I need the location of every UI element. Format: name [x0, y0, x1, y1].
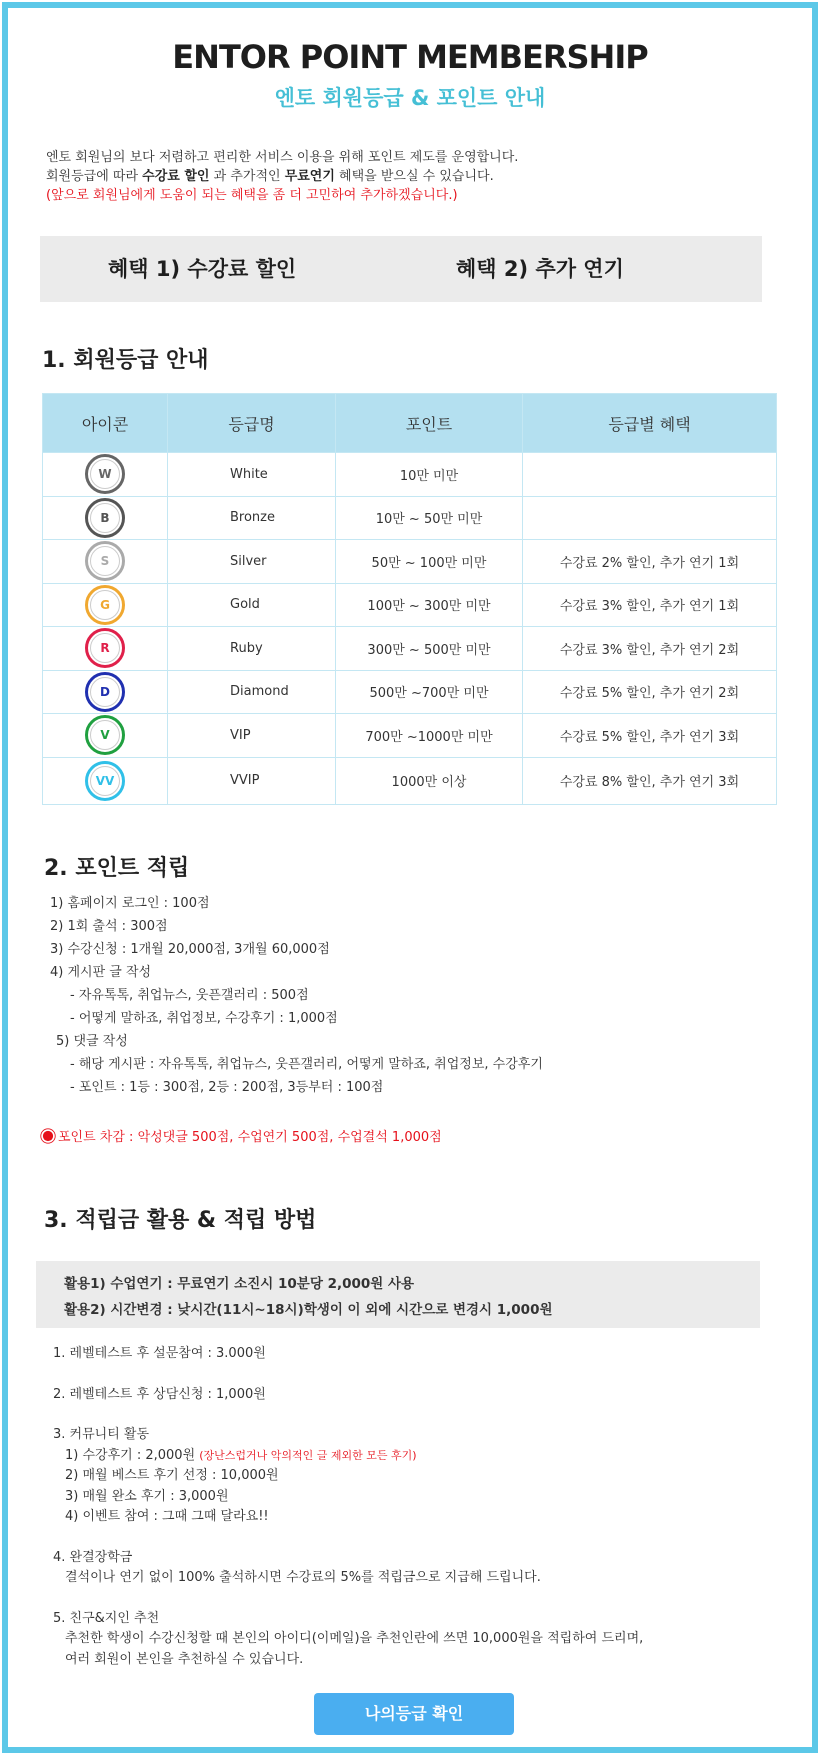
grade-badge-letter: B [100, 510, 110, 525]
grade-benefit [523, 453, 777, 497]
benefit-2: 혜택 2) 추가 연기 [456, 257, 624, 281]
intro-text: 과 추가적인 [209, 169, 285, 184]
grade-icon-cell [43, 670, 168, 714]
usage-2: 활용2) 시간변경 : 낮시간(11시~18시)학생이 이 외에 시간으로 변경시 1,000원 [64, 1302, 553, 1318]
grade-badge-letter: R [100, 641, 110, 656]
list-item: 5) 댓글 작성 [56, 1034, 128, 1049]
column-header-icon: 아이콘 [43, 394, 168, 453]
grade-benefit: 수강료 5% 할인, 추가 연기 3회 [523, 714, 777, 758]
grade-name: Bronze [168, 496, 336, 540]
intro-line-3: (앞으로 회원님에게 도움이 되는 혜택을 좀 더 고민하여 추가하겠습니다.) [46, 188, 458, 203]
grade-icon-cell [43, 496, 168, 540]
grade-icon-cell [43, 627, 168, 671]
list-item: 여러 회원이 본인을 추천하실 수 있습니다. [65, 1651, 304, 1667]
intro-emphasis-discount: 수강료 할인 [142, 169, 210, 184]
grade-badge-letter: D [100, 684, 110, 699]
grade-name: Diamond [168, 670, 336, 714]
list-item: 2. 레벨테스트 후 상담신청 : 1,000원 [53, 1386, 266, 1402]
intro-text: 혜택을 받으실 수 있습니다. [334, 169, 494, 184]
list-item: - 자유톡톡, 취업뉴스, 웃픈갤러리 : 500점 [70, 988, 309, 1003]
list-item-text: 1) 수강후기 : 2,000원 [65, 1447, 200, 1463]
table-row [43, 757, 777, 804]
grade-point-range: 50만 ~ 100만 미만 [336, 540, 523, 584]
grade-badge-letter: G [100, 597, 110, 612]
grade-name: Ruby [168, 627, 336, 671]
check-my-grade-button[interactable]: 나의등급 확인 [314, 1693, 514, 1735]
grade-point-range: 300만 ~ 500만 미만 [336, 627, 523, 671]
grade-benefit [523, 496, 777, 540]
grade-name: Silver [168, 540, 336, 584]
grade-table [42, 393, 777, 805]
intro-text: 회원등급에 따라 [46, 169, 143, 184]
table-row [43, 627, 777, 671]
grade-badge-letter: S [100, 554, 110, 569]
list-item [53, 1446, 643, 1467]
list-item: 3. 커뮤니티 활동 [53, 1427, 150, 1442]
grade-point-range: 100만 ~ 300만 미만 [336, 583, 523, 627]
grade-badge-letter: V [100, 728, 110, 743]
grade-benefit: 수강료 2% 할인, 추가 연기 1회 [523, 540, 777, 584]
grade-point-range: 1000만 이상 [336, 757, 523, 804]
list-item: 1) 홈페이지 로그인 : 100점 [50, 896, 210, 911]
grade-badge-icon [85, 761, 125, 801]
list-item: 결석이나 연기 없이 100% 출석하시면 수강료의 5%를 적립금으로 지급해 드립니다. [65, 1570, 541, 1585]
grade-icon-cell [43, 583, 168, 627]
grade-benefit: 수강료 3% 할인, 추가 연기 1회 [523, 583, 777, 627]
column-header-grade: 등급명 [168, 394, 336, 453]
page-title: ENTOR POINT MEMBERSHIP [172, 38, 648, 76]
list-item-note: (장난스럽거나 악의적인 글 제외한 모든 후기) [199, 1448, 417, 1462]
grade-point-range: 10만 미만 [336, 453, 523, 497]
grade-badge-icon [85, 498, 125, 538]
section-1-title: 1. 회원등급 안내 [42, 348, 209, 373]
list-item: 4) 이벤트 참여 : 그때 그때 달라요!! [65, 1509, 269, 1524]
list-item: 2) 1회 출석 : 300점 [50, 919, 168, 934]
column-header-point: 포인트 [336, 394, 523, 453]
usage-1: 활용1) 수업연기 : 무료연기 소진시 10분당 2,000원 사용 [64, 1276, 415, 1292]
grade-badge-icon [85, 715, 125, 755]
grade-badge-icon [85, 672, 125, 712]
grade-name: VIP [168, 714, 336, 758]
grade-icon-cell [43, 714, 168, 758]
grade-badge-letter: VV [95, 773, 115, 788]
list-item: 1. 레벨테스트 후 설문참여 : 3.000원 [53, 1346, 266, 1361]
section-3-title: 3. 적립금 활용 & 적립 방법 [44, 1208, 317, 1233]
table-row [43, 714, 777, 758]
list-item: - 포인트 : 1등 : 300점, 2등 : 200점, 3등부터 : 100점 [70, 1080, 384, 1095]
grade-badge-icon [85, 628, 125, 668]
alert-burst-icon [43, 1131, 53, 1141]
table-row [43, 453, 777, 497]
grade-badge-icon [85, 454, 125, 494]
list-item: 2) 매월 베스트 후기 선정 : 10,000원 [65, 1468, 279, 1483]
grade-table-header [43, 394, 777, 453]
grade-icon-cell [43, 453, 168, 497]
page-subtitle: 엔토 회원등급 & 포인트 안내 [274, 86, 546, 110]
list-item: 4. 완결장학금 [53, 1549, 133, 1565]
benefit-1: 혜택 1) 수강료 할인 [108, 257, 297, 281]
table-row [43, 670, 777, 714]
list-item: 3) 수강신청 : 1개월 20,000점, 3개월 60,000점 [50, 942, 330, 957]
section-2-title: 2. 포인트 적립 [44, 856, 190, 881]
list-item: - 해당 게시판 : 자유톡톡, 취업뉴스, 웃픈갤러리, 어떻게 말하죠, 취업정보, 수강후기 [70, 1057, 543, 1072]
deduction-text: 포인트 차감 : 악성댓글 500점, 수업연기 500점, 수업결석 1,000점 [58, 1130, 442, 1145]
grade-benefit: 수강료 5% 할인, 추가 연기 2회 [523, 670, 777, 714]
list-item: - 어떻게 말하죠, 취업정보, 수강후기 : 1,000점 [70, 1011, 338, 1026]
grade-name: VVIP [168, 757, 336, 804]
point-earn-list [50, 892, 543, 1099]
list-item: 추천한 학생이 수강신청할 때 본인의 아이디(이메일)을 추천인란에 쓰면 10,000원을 적립하여 드리며, [65, 1631, 644, 1646]
grade-name: Gold [168, 583, 336, 627]
table-row [43, 496, 777, 540]
grade-badge-icon [85, 585, 125, 625]
grade-badge-letter: W [98, 467, 112, 482]
earn-method-list [53, 1344, 643, 1670]
list-item: 5. 친구&지인 추천 [53, 1610, 160, 1626]
grade-point-range: 700만 ~1000만 미만 [336, 714, 523, 758]
table-row [43, 540, 777, 584]
grade-point-range: 500만 ~700만 미만 [336, 670, 523, 714]
grade-benefit: 수강료 3% 할인, 추가 연기 2회 [523, 627, 777, 671]
grade-icon-cell [43, 757, 168, 804]
grade-point-range: 10만 ~ 50만 미만 [336, 496, 523, 540]
grade-badge-icon [85, 541, 125, 581]
list-item: 4) 게시판 글 작성 [50, 965, 152, 980]
intro-line-2 [46, 167, 494, 186]
grade-name: White [168, 453, 336, 497]
intro-emphasis-postpone: 무료연기 [284, 169, 335, 184]
column-header-benefit: 등급별 혜택 [523, 394, 777, 453]
grade-benefit: 수강료 8% 할인, 추가 연기 3회 [523, 757, 777, 804]
grade-icon-cell [43, 540, 168, 584]
list-item: 3) 매월 완소 후기 : 3,000원 [65, 1488, 229, 1504]
point-deduction-note [42, 1126, 442, 1145]
intro-line-1: 엔토 회원님의 보다 저렴하고 편리한 서비스 이용을 위해 포인트 제도를 운영합니다. [46, 150, 519, 165]
table-row [43, 583, 777, 627]
